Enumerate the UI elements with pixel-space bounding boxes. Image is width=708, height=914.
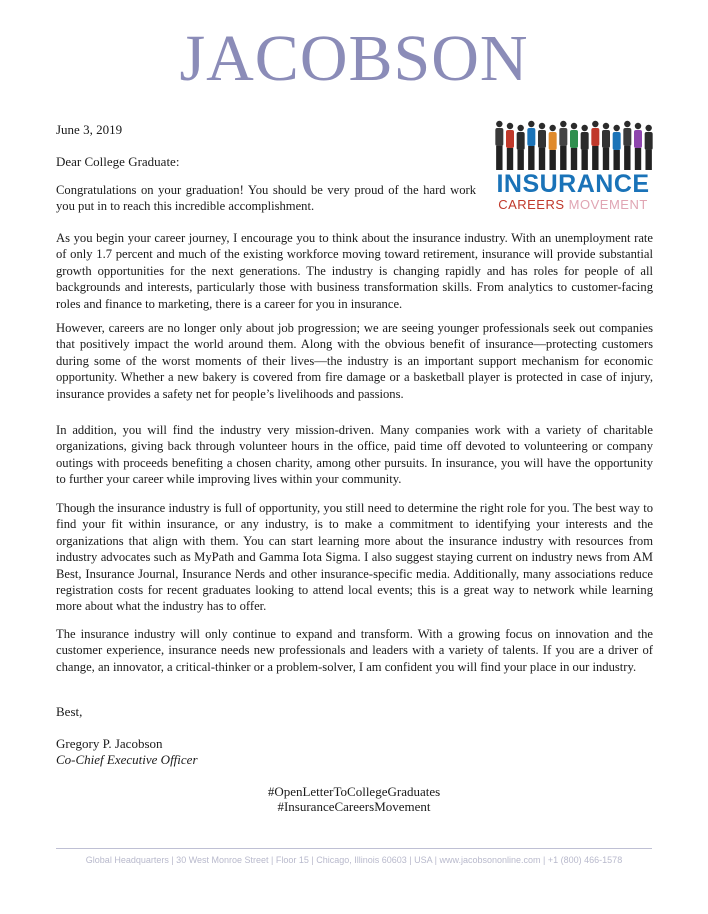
person-head: [496, 121, 502, 127]
letter-paragraph: In addition, you will find the industry very mission-driven. Many companies work with a variety of charitable organizations, giving back through volunteer hours in the office, paid time off devoted to volunteering or company outings with proceeds benefiting a chosen charity, among other pursuits. In insurance, you will have the opportunity to further your career while improving lives within your community.: [56, 423, 653, 487]
person-head: [517, 125, 523, 131]
person-torso: [495, 128, 503, 146]
signature-title: Co-Chief Executive Officer: [56, 752, 198, 767]
person-head: [592, 121, 598, 127]
company-wordmark: JACOBSON: [179, 22, 529, 95]
person-legs: [517, 150, 523, 170]
person-legs: [645, 150, 651, 170]
person-torso: [623, 128, 631, 146]
person-torso: [538, 130, 546, 148]
person-legs: [613, 150, 619, 170]
person-legs: [571, 148, 577, 170]
person-legs: [507, 148, 513, 170]
logo-insurance-text: INSURANCE: [496, 170, 650, 198]
person-torso: [559, 128, 567, 146]
person-legs: [581, 150, 587, 170]
person-head: [549, 125, 555, 131]
letter-greeting: Dear College Graduate:: [56, 154, 180, 169]
logo-tagline: [493, 198, 653, 211]
person-torso: [581, 132, 589, 150]
person-legs: [549, 150, 555, 170]
person-legs: [496, 146, 502, 170]
logo-careers-text: CAREERS: [498, 197, 565, 212]
person-head: [539, 123, 545, 129]
letter-paragraph: However, careers are no longer only about job progression; we are seeing younger professionals seek out companies that positively impact the world around them. Along with the obvious benefit of insurance—protecting customers during some of the worst moments of their lives—the industry is an important support mechanism for economic opportunity. Whether a new bakery is covered from fire damage or a basketball player is protected in case of injury, insurance provides a safety net for people’s livelihoods and passions.: [56, 321, 653, 401]
hashtag: #InsuranceCareersMovement: [277, 799, 431, 814]
person-torso: [613, 132, 621, 150]
person-head: [645, 125, 651, 131]
letter-date: June 3, 2019: [56, 122, 123, 137]
person-legs: [528, 146, 534, 170]
person-legs: [592, 146, 598, 170]
hashtags: [0, 784, 708, 814]
person-torso: [506, 130, 514, 148]
person-head: [528, 121, 534, 127]
person-head: [571, 123, 577, 129]
signature-name: Gregory P. Jacobson: [56, 736, 163, 751]
person-torso: [602, 130, 610, 148]
person-torso: [645, 132, 653, 150]
letter-paragraph: Congratulations on your graduation! You should be very proud of the hard work you put in to reach this incredible accomplishment.: [56, 183, 476, 214]
letter-paragraph: The insurance industry will only continue to expand and transform. With a growing focus on innovation and the customer experience, insurance needs new professionals and leaders with a variety of talents. If you are a driver of change, an innovator, a critical-thinker or a problem-solver, I am confident you will find your place in our industry.: [56, 627, 653, 674]
person-legs: [560, 146, 566, 170]
letter-paragraph: As you begin your career journey, I encourage you to think about the insurance industry. With an unemployment rate of only 1.7 percent and much of the existing workforce moving toward retirement, insurance will provide substantial growth opportunities for the next generations. The industry is changing rapidly and has roles for people of all backgrounds and interests, particularly those with business transformation skills. From analytics to customer-facing roles and finance to marketing, there is a career for you in insurance.: [56, 231, 653, 311]
person-torso: [527, 128, 535, 146]
person-torso: [570, 130, 578, 148]
footer-divider: [56, 848, 652, 849]
person-legs: [624, 146, 630, 170]
person-torso: [549, 132, 557, 150]
person-head: [635, 123, 641, 129]
person-head: [581, 125, 587, 131]
person-legs: [635, 148, 641, 170]
person-torso: [634, 130, 642, 148]
person-legs: [539, 148, 545, 170]
logo-movement-text: MOVEMENT: [568, 197, 648, 212]
letter-paragraph: Though the insurance industry is full of opportunity, you still need to determine the right role for you. The best way to find your fit within insurance, or any industry, is to make a commitment to identifying your interests and the organizations that align with them. You can start learning more about the insurance industry with resources from industry advocates such as MyPath and Gamma Iota Sigma. I also suggest staying current on industry news from AM Best, Insurance Journal, Insurance Nerds and other insurance-specific media. Additionally, many associations reduce registration costs for recent graduates looking to attend local events; this is a great way to network while learning more about what the industry has to offer.: [56, 501, 653, 614]
people-silhouettes-icon: [490, 118, 655, 172]
person-legs: [603, 148, 609, 170]
letter-closing: Best,: [56, 704, 83, 719]
person-torso: [517, 132, 525, 150]
person-head: [603, 123, 609, 129]
person-head: [624, 121, 630, 127]
person-head: [560, 121, 566, 127]
person-torso: [591, 128, 599, 146]
hashtag: #OpenLetterToCollegeGraduates: [267, 784, 441, 799]
insurance-careers-movement-logo: [490, 118, 655, 214]
person-head: [507, 123, 513, 129]
person-head: [613, 125, 619, 131]
footer-address: Global Headquarters | 30 West Monroe Street | Floor 15 | Chicago, Illinois 60603 | USA | www.jacobsononline.com | +1 (800) 466-1578: [85, 855, 623, 865]
